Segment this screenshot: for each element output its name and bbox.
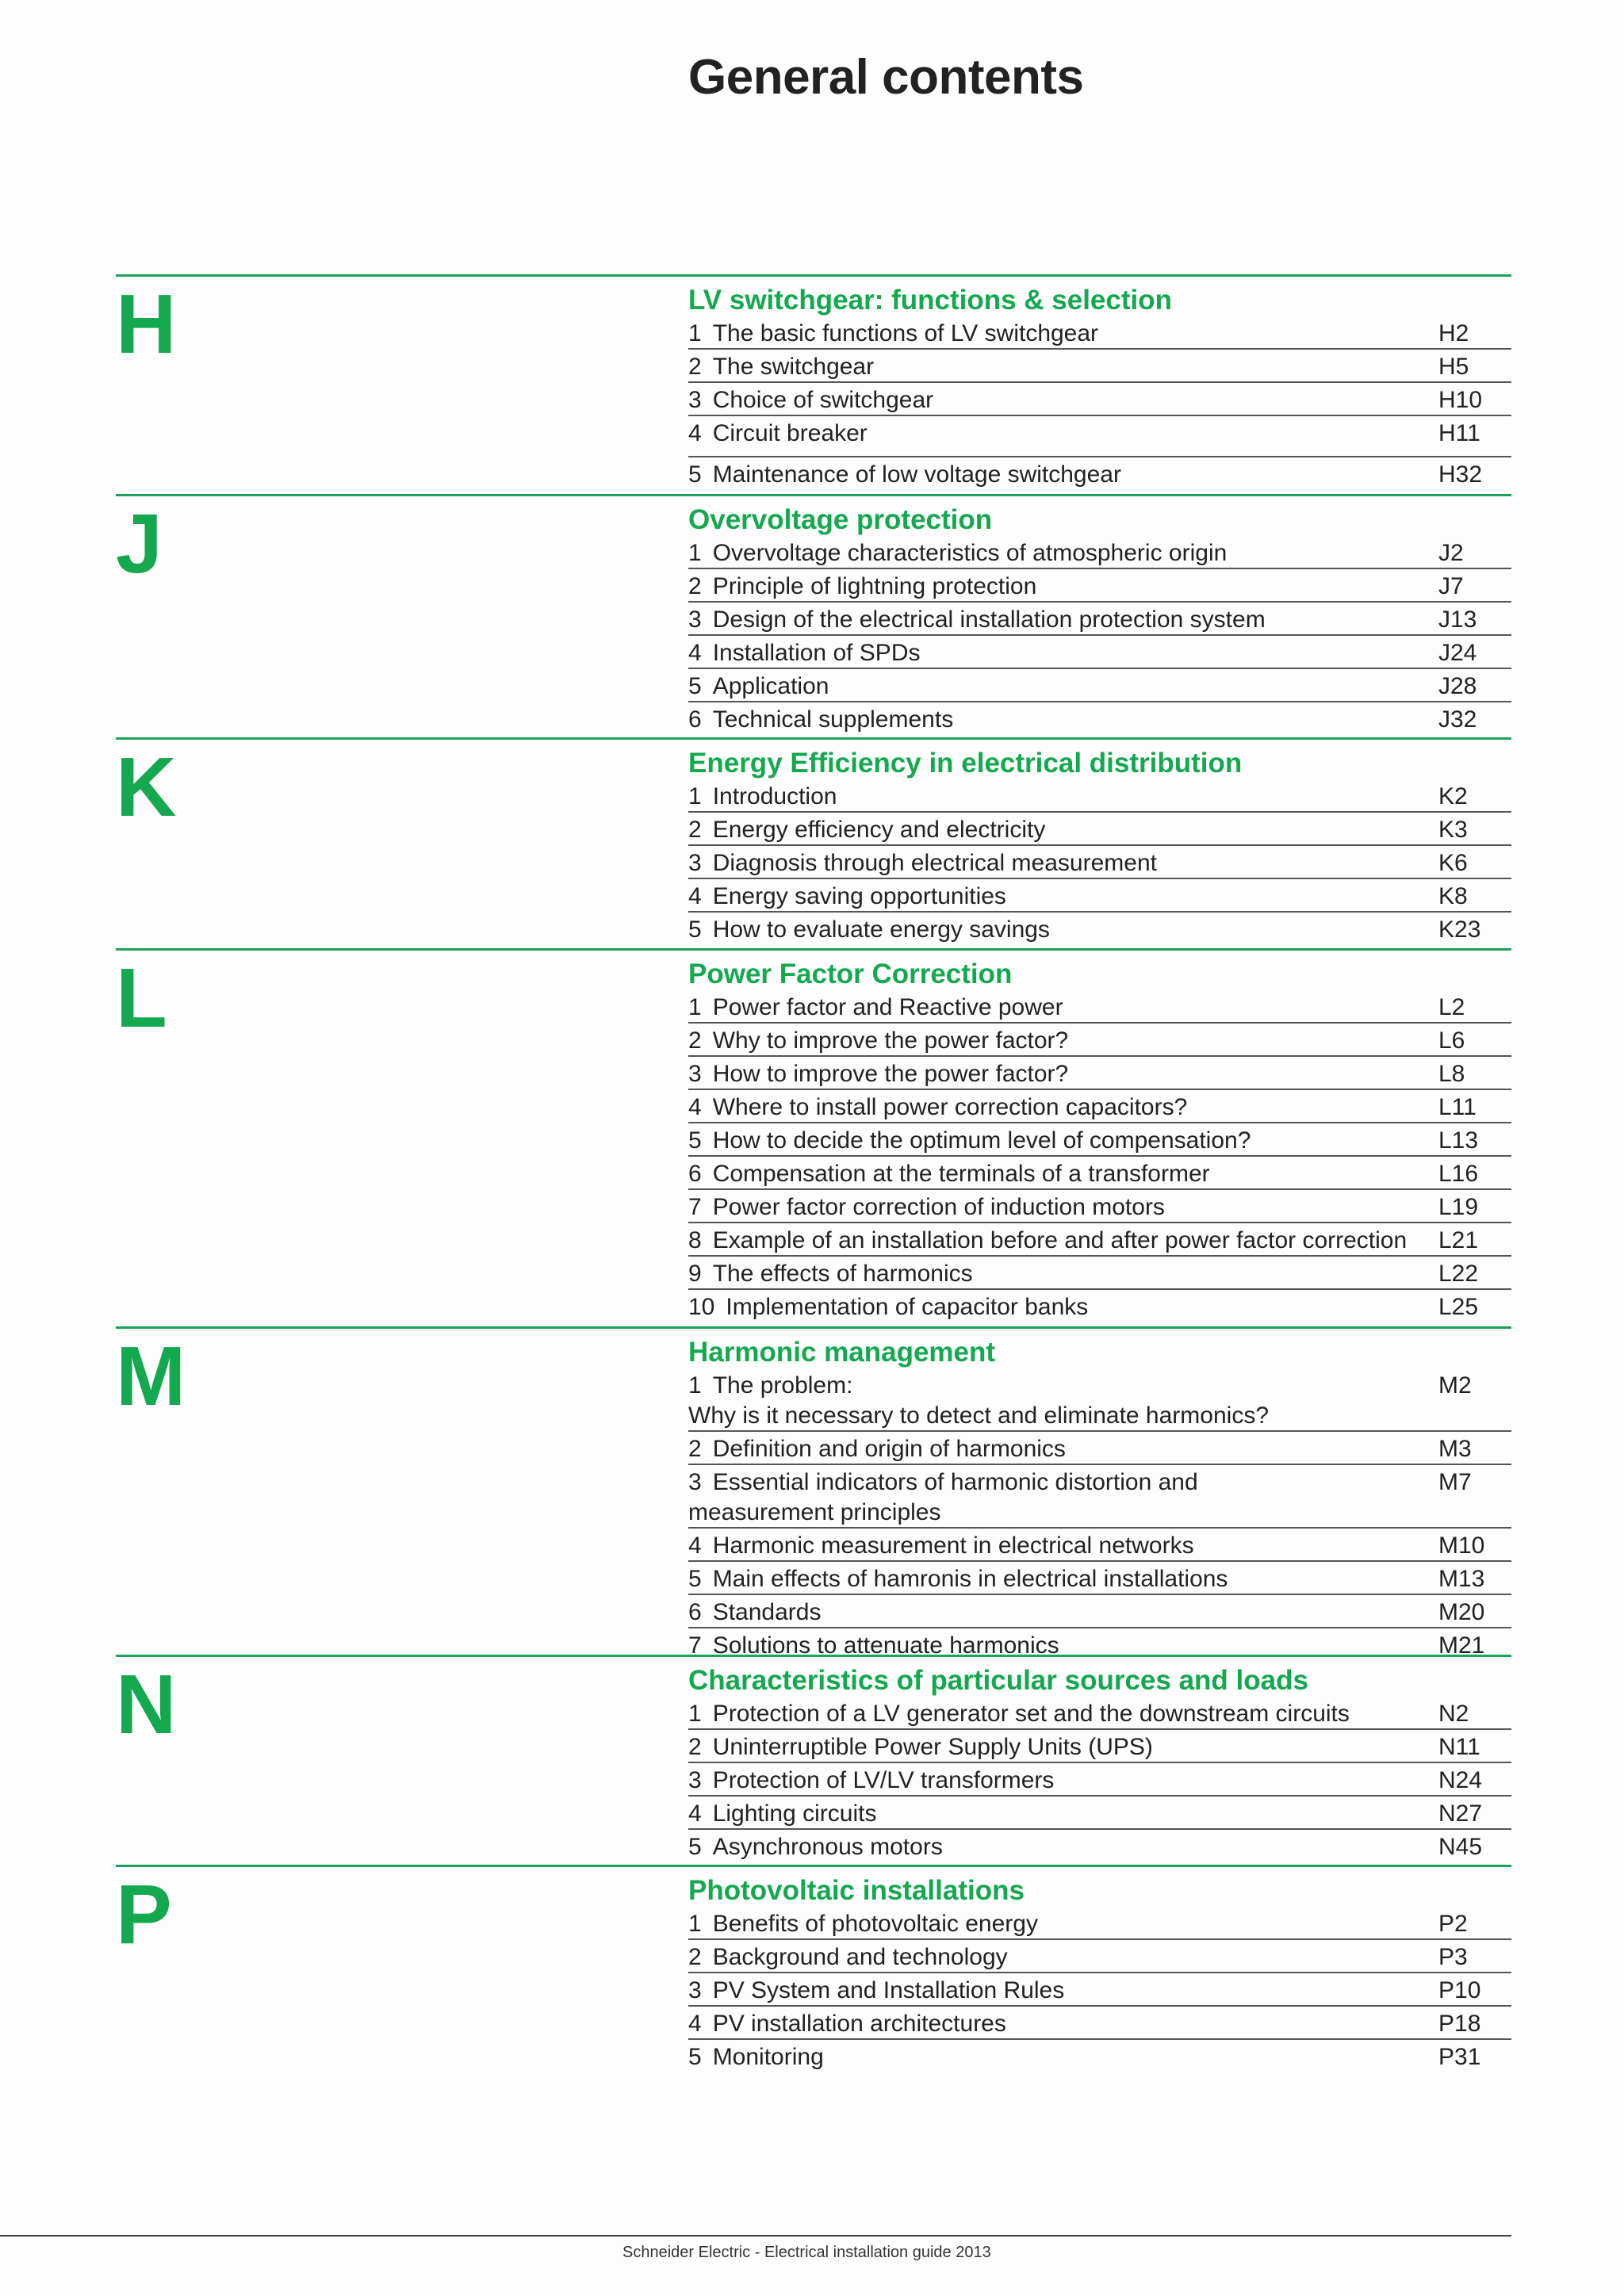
section-divider (116, 274, 1511, 277)
toc-entry-page[interactable]: H10 (1438, 387, 1483, 413)
toc-entry-number: 5 (688, 1127, 702, 1154)
toc-entry-page[interactable]: N2 (1438, 1701, 1469, 1727)
toc-entry-text (688, 1192, 1434, 1223)
toc-entry-page[interactable]: J24 (1438, 640, 1477, 666)
entry-divider (688, 811, 1511, 813)
toc-entry-text (688, 1564, 1434, 1594)
toc-entry-label: Implementation of capacitor banks (726, 1294, 1089, 1320)
toc-entry-text (688, 1059, 1434, 1089)
toc-entry-number: 1 (688, 783, 702, 809)
toc-entry-number: 2 (688, 1734, 702, 1760)
entry-divider (688, 381, 1511, 383)
section-title-l[interactable]: Power Factor Correction (688, 959, 1013, 989)
toc-entry-page[interactable]: L22 (1438, 1261, 1479, 1287)
toc-entry-page[interactable]: L11 (1438, 1094, 1477, 1120)
section-title-p[interactable]: Photovoltaic installations (688, 1875, 1025, 1906)
entry-divider (688, 601, 1511, 603)
toc-entry-label: Technical supplements (712, 706, 954, 733)
toc-entry-number: 2 (688, 1944, 702, 1970)
toc-entry-number: 3 (688, 1061, 702, 1087)
toc-entry-label: Example of an installation before and after power factor correction (712, 1227, 1408, 1253)
entry-divider (688, 1972, 1511, 1973)
toc-entry-number: 6 (688, 1599, 702, 1625)
toc-entry-number: 7 (688, 1632, 702, 1659)
entry-divider (688, 1055, 1511, 1057)
entry-divider (688, 1527, 1511, 1529)
section-letter-l: L (116, 951, 167, 1045)
toc-entry-label-line2: Why is it necessary to detect and eliminate harmonics? (688, 1402, 1269, 1429)
toc-entry-number: 6 (688, 706, 702, 733)
toc-entry-text (688, 782, 1434, 812)
toc-entry-text (688, 815, 1434, 845)
toc-entry-number: 4 (688, 1094, 702, 1120)
toc-entry-text (688, 672, 1434, 702)
toc-entry-number: 3 (688, 1469, 702, 1495)
entry-divider (688, 1464, 1511, 1465)
section-letter-h: H (116, 277, 177, 371)
toc-entry-text (688, 2009, 1434, 2039)
toc-entry-label: Energy saving opportunities (712, 883, 1006, 909)
toc-entry-page[interactable]: L16 (1438, 1161, 1479, 1187)
toc-entry-label: How to decide the optimum level of compensation? (712, 1127, 1251, 1154)
entry-divider (688, 1222, 1511, 1223)
entry-divider (688, 1728, 1511, 1730)
toc-entry-text (688, 1292, 1434, 1322)
toc-entry-label: Power factor and Reactive power (712, 994, 1063, 1020)
toc-entry-text (688, 538, 1434, 568)
toc-entry-text (688, 1226, 1434, 1256)
toc-entry-label: The effects of harmonics (712, 1261, 973, 1287)
toc-entry-label: Standards (712, 1599, 822, 1625)
toc-entry-page[interactable]: L13 (1438, 1127, 1479, 1154)
toc-entry-label: Choice of switchgear (712, 387, 934, 413)
section-divider (116, 494, 1511, 496)
toc-entry-number: 3 (688, 1767, 702, 1793)
toc-entry-page[interactable]: L25 (1438, 1294, 1479, 1320)
toc-entry-label: PV System and Installation Rules (712, 1977, 1065, 2003)
toc-entry-label: Maintenance of low voltage switchgear (712, 461, 1121, 488)
toc-entry-text (688, 1531, 1434, 1561)
toc-entry-label: Energy efficiency and electricity (712, 817, 1046, 843)
toc-entry-page[interactable]: J7 (1438, 573, 1464, 599)
toc-entry-text (688, 705, 1434, 735)
toc-entry-number: 5 (688, 673, 702, 699)
toc-entry-page[interactable]: L19 (1438, 1194, 1479, 1220)
toc-entry-number: 3 (688, 1977, 702, 2003)
toc-entry-label: Solutions to attenuate harmonics (712, 1632, 1059, 1659)
toc-entry-text (688, 1732, 1434, 1762)
toc-entry-number: 2 (688, 354, 702, 380)
toc-entry-text (688, 882, 1434, 912)
entry-divider (688, 634, 1511, 636)
toc-entry-number: 5 (688, 2044, 702, 2070)
entry-divider (688, 2005, 1511, 2007)
toc-entry-number: 6 (688, 1161, 702, 1187)
section-letter-k: K (116, 740, 177, 834)
toc-entry-text (688, 1598, 1434, 1628)
toc-entry-number: 7 (688, 1194, 702, 1220)
toc-entry-label: Harmonic measurement in electrical networks (712, 1533, 1194, 1559)
toc-entry-page[interactable]: J2 (1438, 540, 1464, 566)
toc-entry-number: 3 (688, 607, 702, 633)
toc-entry-page[interactable]: K8 (1438, 883, 1468, 909)
toc-entry-number: 2 (688, 817, 702, 843)
toc-entry-number: 9 (688, 1261, 702, 1287)
entry-divider (688, 1594, 1511, 1595)
toc-entry-label: Application (712, 673, 829, 699)
toc-entry-page[interactable]: P18 (1438, 2011, 1481, 2037)
toc-entry-label: Protection of a LV generator set and the downstream circuits (712, 1701, 1350, 1727)
toc-entry-number: 2 (688, 1027, 702, 1054)
toc-entry-label: Installation of SPDs (712, 640, 921, 666)
toc-entry-text (688, 1942, 1434, 1973)
toc-entry-number: 1 (688, 320, 702, 346)
section-divider (116, 1326, 1511, 1329)
toc-entry-page[interactable]: N24 (1438, 1767, 1483, 1793)
toc-entry-label: The basic functions of LV switchgear (712, 320, 1099, 346)
toc-entry-number: 5 (688, 1834, 702, 1860)
entry-divider (688, 456, 1511, 457)
toc-entry-label: Where to install power correction capacitors? (712, 1094, 1188, 1120)
toc-entry-text (688, 1026, 1434, 1056)
entry-divider (688, 878, 1511, 879)
toc-entry-number: 5 (688, 461, 702, 488)
toc-entry-number: 2 (688, 1436, 702, 1462)
toc-entry-page[interactable]: L8 (1438, 1061, 1465, 1087)
section-letter-p: P (116, 1868, 172, 1961)
toc-entry-number: 4 (688, 1800, 702, 1827)
section-letter-m: M (116, 1330, 186, 1423)
toc-entry-label: Overvoltage characteristics of atmospheric origin (712, 540, 1228, 566)
toc-entry-text (688, 385, 1434, 415)
toc-entry-number: 3 (688, 387, 702, 413)
toc-entry-label: Principle of lightning protection (712, 573, 1037, 599)
entry-divider (688, 1089, 1511, 1090)
toc-entry-label: Uninterruptible Power Supply Units (UPS) (712, 1734, 1153, 1760)
toc-entry-text (688, 993, 1434, 1023)
entry-divider (688, 1560, 1511, 1562)
toc-entry-number: 4 (688, 420, 702, 446)
entry-divider (688, 568, 1511, 569)
entry-divider (688, 1938, 1511, 1940)
toc-entry-label: Design of the electrical installation protection system (712, 607, 1266, 633)
entry-divider (688, 348, 1511, 350)
entry-divider (688, 668, 1511, 669)
toc-entry-page[interactable]: L6 (1438, 1027, 1465, 1054)
toc-entry-text (688, 1799, 1434, 1829)
toc-entry-page[interactable]: M13 (1438, 1566, 1485, 1592)
toc-entry-label: Benefits of photovoltaic energy (712, 1911, 1038, 1937)
toc-entry-page[interactable]: H11 (1438, 420, 1480, 446)
toc-entry-label: Definition and origin of harmonics (712, 1436, 1066, 1462)
toc-entry-label: Background and technology (712, 1944, 1008, 1970)
toc-entry-text (688, 1371, 1434, 1431)
toc-entry-number: 1 (688, 540, 702, 566)
toc-entry-page[interactable]: M7 (1438, 1469, 1472, 1495)
toc-entry-page[interactable]: M3 (1438, 1436, 1472, 1462)
toc-entry-number: 1 (688, 1701, 702, 1727)
toc-entry-text (688, 1832, 1434, 1862)
toc-entry-text (688, 1159, 1434, 1189)
toc-entry-number: 4 (688, 883, 702, 909)
toc-entry-page[interactable]: J28 (1438, 673, 1477, 699)
toc-entry-number: 2 (688, 573, 702, 599)
toc-entry-page[interactable]: K6 (1438, 850, 1468, 876)
entry-divider (688, 1627, 1511, 1628)
toc-entry-page[interactable]: P3 (1438, 1944, 1468, 1970)
toc-entry-text (688, 1126, 1434, 1156)
toc-entry-page[interactable]: K2 (1438, 783, 1468, 809)
entry-divider (688, 1188, 1511, 1190)
entry-divider (688, 1288, 1511, 1290)
toc-entry-page[interactable]: J32 (1438, 706, 1477, 733)
toc-entry-label: How to improve the power factor? (712, 1061, 1069, 1087)
toc-entry-text (688, 1766, 1434, 1796)
toc-entry-text (688, 319, 1434, 349)
toc-entry-page[interactable]: K3 (1438, 817, 1468, 843)
toc-entry-text (688, 1468, 1434, 1528)
toc-entry-page[interactable]: N45 (1438, 1834, 1483, 1860)
toc-entry-text (688, 1259, 1434, 1289)
entry-divider (688, 1022, 1511, 1024)
section-title-k[interactable]: Energy Efficiency in electrical distribution (688, 748, 1243, 779)
toc-entry-page[interactable]: L2 (1438, 994, 1465, 1020)
toc-entry-text (688, 1909, 1434, 1939)
section-title-n[interactable]: Characteristics of particular sources and loads (688, 1665, 1308, 1696)
toc-entry-text (688, 848, 1434, 878)
toc-entry-page[interactable]: H2 (1438, 320, 1469, 346)
toc-entry-text (688, 572, 1434, 602)
toc-entry-text (688, 1093, 1434, 1123)
toc-entry-page[interactable]: K23 (1438, 916, 1481, 943)
toc-entry-number: 5 (688, 1566, 702, 1592)
entry-divider (688, 701, 1511, 702)
section-divider (116, 1865, 1511, 1867)
toc-entry-label: Protection of LV/LV transformers (712, 1767, 1055, 1793)
toc-entry-text (688, 915, 1434, 945)
toc-entry-label: Power factor correction of induction motors (712, 1194, 1165, 1220)
toc-entry-number: 10 (688, 1294, 715, 1320)
toc-entry-text (688, 1434, 1434, 1464)
toc-entry-label: Why to improve the power factor? (712, 1027, 1069, 1054)
toc-entry-page[interactable]: H32 (1438, 461, 1483, 488)
toc-entry-page[interactable]: N27 (1438, 1800, 1483, 1827)
toc-entry-text (688, 352, 1434, 382)
toc-entry-label: The switchgear (712, 354, 875, 380)
toc-entry-label: Circuit breaker (712, 420, 868, 446)
toc-entry-text (688, 605, 1434, 635)
entry-divider (688, 1155, 1511, 1157)
toc-entry-text (688, 1699, 1434, 1729)
toc-entry-label-line2: measurement principles (688, 1499, 941, 1525)
section-letter-n: N (116, 1658, 177, 1751)
toc-entry-page[interactable]: M20 (1438, 1599, 1485, 1625)
entry-divider (688, 844, 1511, 846)
toc-entry-number: 4 (688, 640, 702, 666)
toc-entry-page[interactable]: M2 (1438, 1372, 1472, 1399)
entry-divider (688, 415, 1511, 416)
toc-entry-page[interactable]: P31 (1438, 2044, 1481, 2070)
toc-entry-label: Compensation at the terminals of a transformer (712, 1161, 1210, 1187)
footer-divider (0, 2235, 1511, 2237)
entry-divider (688, 1430, 1511, 1432)
entry-divider (688, 911, 1511, 913)
entry-divider (688, 1795, 1511, 1797)
toc-entry-page[interactable]: L21 (1438, 1227, 1479, 1253)
entry-divider (688, 2038, 1511, 2040)
footer-text: Schneider Electric - Electrical installation guide 2013 (622, 2244, 991, 2261)
toc-entry-number: 1 (688, 1372, 702, 1399)
section-title-m[interactable]: Harmonic management (688, 1337, 996, 1368)
toc-entry-page[interactable]: J13 (1438, 607, 1477, 633)
toc-entry-number: 1 (688, 1911, 702, 1937)
entry-divider (688, 1762, 1511, 1763)
toc-entry-text (688, 638, 1434, 668)
toc-entry-label: The problem: (712, 1372, 853, 1399)
toc-entry-page[interactable]: H5 (1438, 354, 1469, 380)
toc-entry-number: 4 (688, 2011, 702, 2037)
toc-entry-number: 1 (688, 994, 702, 1020)
toc-entry-label: Monitoring (712, 2044, 824, 2070)
toc-entry-page[interactable]: M10 (1438, 1533, 1485, 1559)
toc-entry-label: Essential indicators of harmonic distortion and (712, 1469, 1198, 1495)
toc-entry-number: 4 (688, 1533, 702, 1559)
toc-entry-page[interactable]: M21 (1438, 1632, 1485, 1659)
entry-divider (688, 1828, 1511, 1830)
entry-divider (688, 1255, 1511, 1257)
toc-entry-label: Introduction (712, 783, 837, 809)
toc-entry-text (688, 460, 1434, 490)
section-title-j[interactable]: Overvoltage protection (688, 504, 993, 535)
toc-entry-page[interactable]: N11 (1438, 1734, 1480, 1760)
toc-entry-label: Main effects of hamronis in electrical installations (712, 1566, 1228, 1592)
toc-entry-number: 8 (688, 1227, 702, 1253)
toc-entry-page[interactable]: P2 (1438, 1911, 1468, 1937)
toc-entry-number: 3 (688, 850, 702, 876)
toc-entry-text (688, 1976, 1434, 2006)
page-title: General contents (688, 50, 1084, 105)
section-divider (116, 737, 1511, 740)
toc-entry-label: Lighting circuits (712, 1800, 877, 1827)
toc-entry-number: 5 (688, 916, 702, 943)
section-letter-j: J (116, 497, 163, 591)
section-title-h[interactable]: LV switchgear: functions & selection (688, 285, 1173, 316)
toc-entry-label: PV installation architectures (712, 2011, 1006, 2037)
toc-entry-label: How to evaluate energy savings (712, 916, 1050, 943)
section-divider (116, 948, 1511, 951)
toc-entry-text (688, 2042, 1434, 2072)
toc-entry-text (688, 419, 1434, 449)
entry-divider (688, 1122, 1511, 1123)
section-divider (116, 1655, 1511, 1657)
toc-entry-label: Diagnosis through electrical measurement (712, 850, 1157, 876)
toc-entry-label: Asynchronous motors (712, 1834, 943, 1860)
toc-entry-page[interactable]: P10 (1438, 1977, 1481, 2003)
